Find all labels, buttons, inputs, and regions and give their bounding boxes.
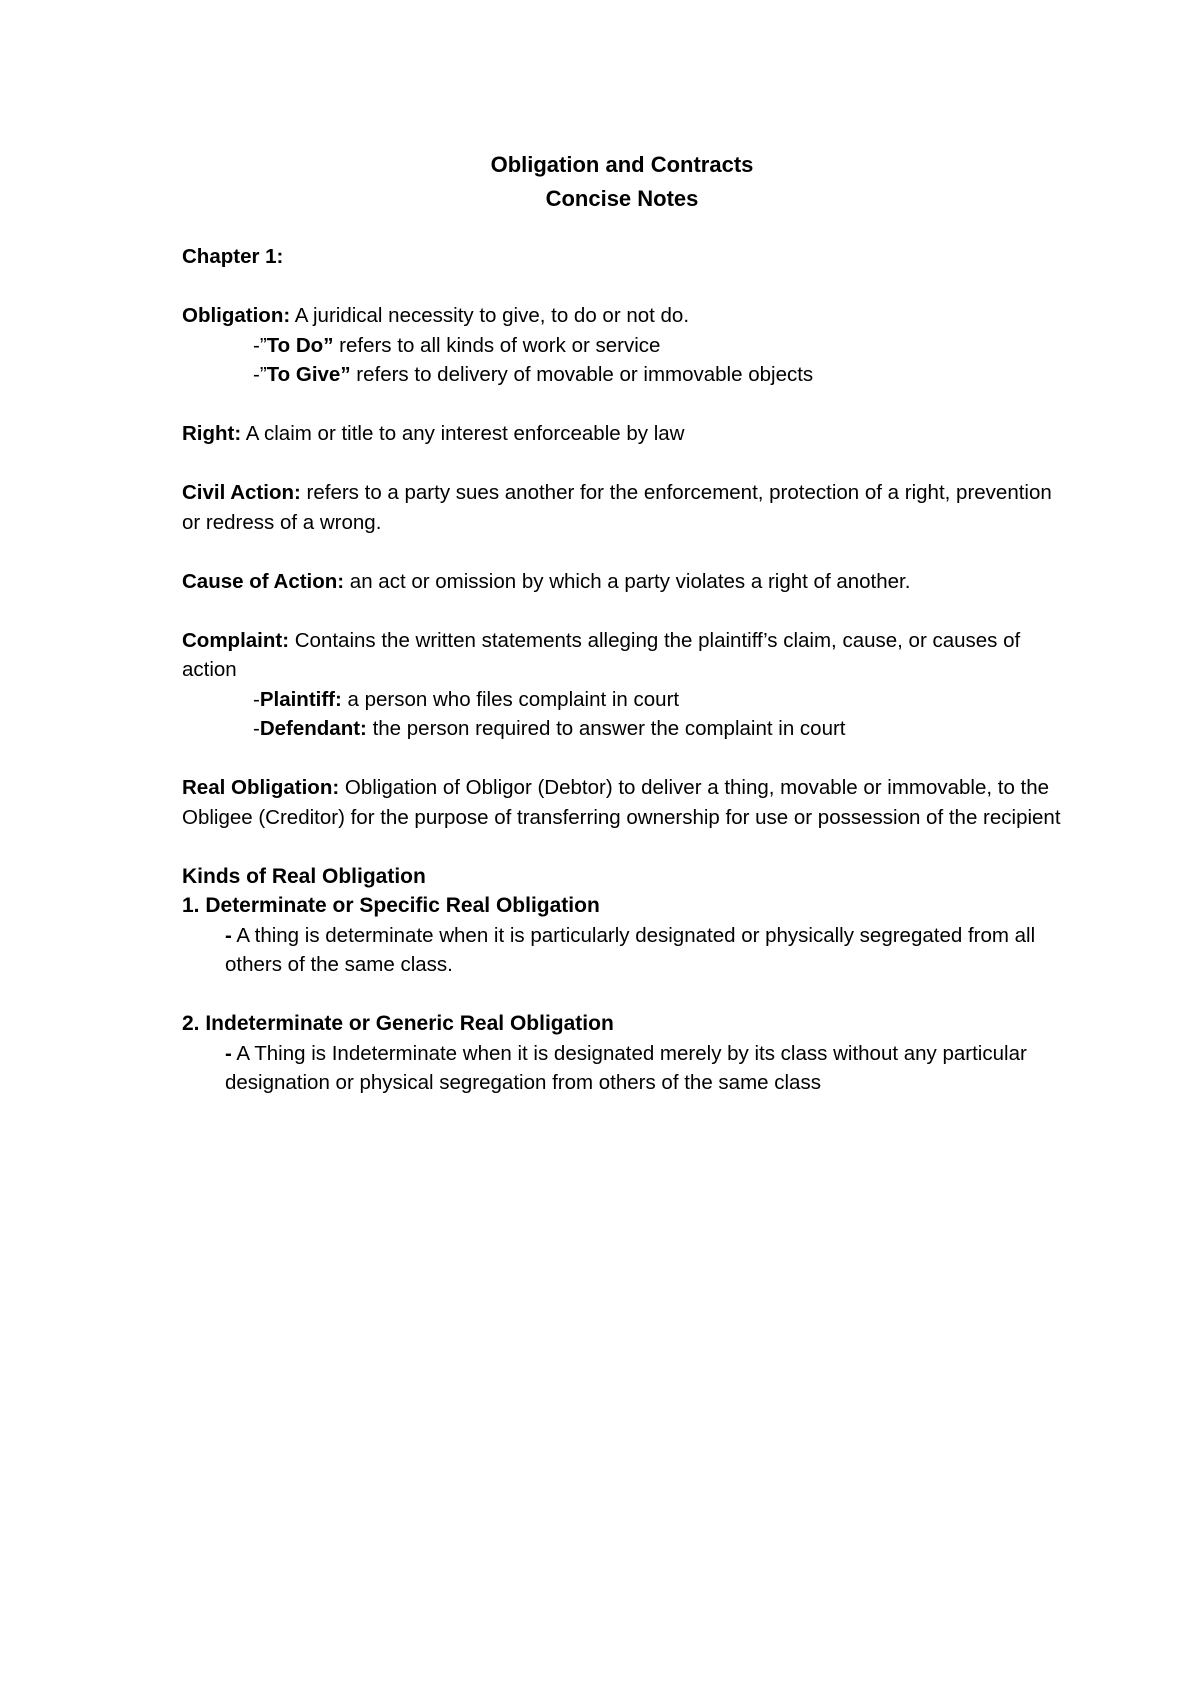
chapter-heading: Chapter 1: [182,245,284,268]
dash: - [225,923,232,947]
term: To Do” [266,333,334,357]
dash: - [225,1041,232,1065]
text: refers to all kinds of work or service [333,333,661,357]
term: Obligation: [182,304,291,327]
definition: an act or omission by which a party violates a right of another. [344,569,911,593]
definition: A juridical necessity to give, to do or not do. [290,304,690,327]
definition: A claim or title to any interest enforceable by law [241,422,685,445]
term: Real Obligation: [182,776,340,799]
real-obligation-definition [182,773,1062,832]
civil-action-definition [182,478,1062,537]
document-body [182,148,1062,1098]
kind-title: 1. Determinate or Specific Real Obligation [182,894,600,917]
definition: refers to a party sues another for the enforcement, protection of a right, prevention or redress of a wrong. [182,481,1052,534]
term: Cause of Action: [182,569,345,593]
term: Complaint: [182,628,290,652]
term: Plaintiff: [259,687,342,711]
text: A Thing is Indeterminate when it is designated merely by its class without any particular designation or physical segregation from others of the same class [225,1041,1027,1094]
document-title: Obligation and Contracts [490,152,754,177]
complaint-definition [182,626,1062,685]
prefix: - [253,717,260,740]
document-subtitle: Concise Notes [545,186,699,211]
text: the person required to answer the complaint in court [366,717,846,740]
term: Defendant: [259,717,367,740]
obligation-sub-item [182,331,1062,361]
term: Right: [182,422,242,445]
text: a person who files complaint in court [341,687,680,711]
kind-description [182,921,1062,980]
prefix: -” [253,363,267,386]
obligation-sub-item [182,360,1062,390]
prefix: -” [253,333,267,357]
definition: Contains the written statements alleging the plaintiff’s claim, cause, or causes of action [182,628,1021,681]
term: To Give” [266,363,351,386]
text: refers to delivery of movable or immovable objects [350,363,814,386]
obligation-definition [182,301,1062,331]
prefix: - [253,687,260,711]
cause-of-action-definition [182,567,1062,597]
term: Civil Action: [182,481,301,504]
text: A thing is determinate when it is particularly designated or physically segregated from all others of the same class. [225,923,1036,976]
definition: Obligation of Obligor (Debtor) to deliver a thing, movable or immovable, to the Obligee (Creditor) for the purpose of transferring ownership for use or possession of the recipient [182,776,1061,829]
kind-description [182,1039,1062,1098]
complaint-sub-item [182,685,1062,715]
kinds-heading: Kinds of Real Obligation [182,864,426,888]
kind-title: 2. Indeterminate or Generic Real Obligation [182,1012,614,1035]
right-definition [182,419,1062,449]
complaint-sub-item [182,714,1062,744]
